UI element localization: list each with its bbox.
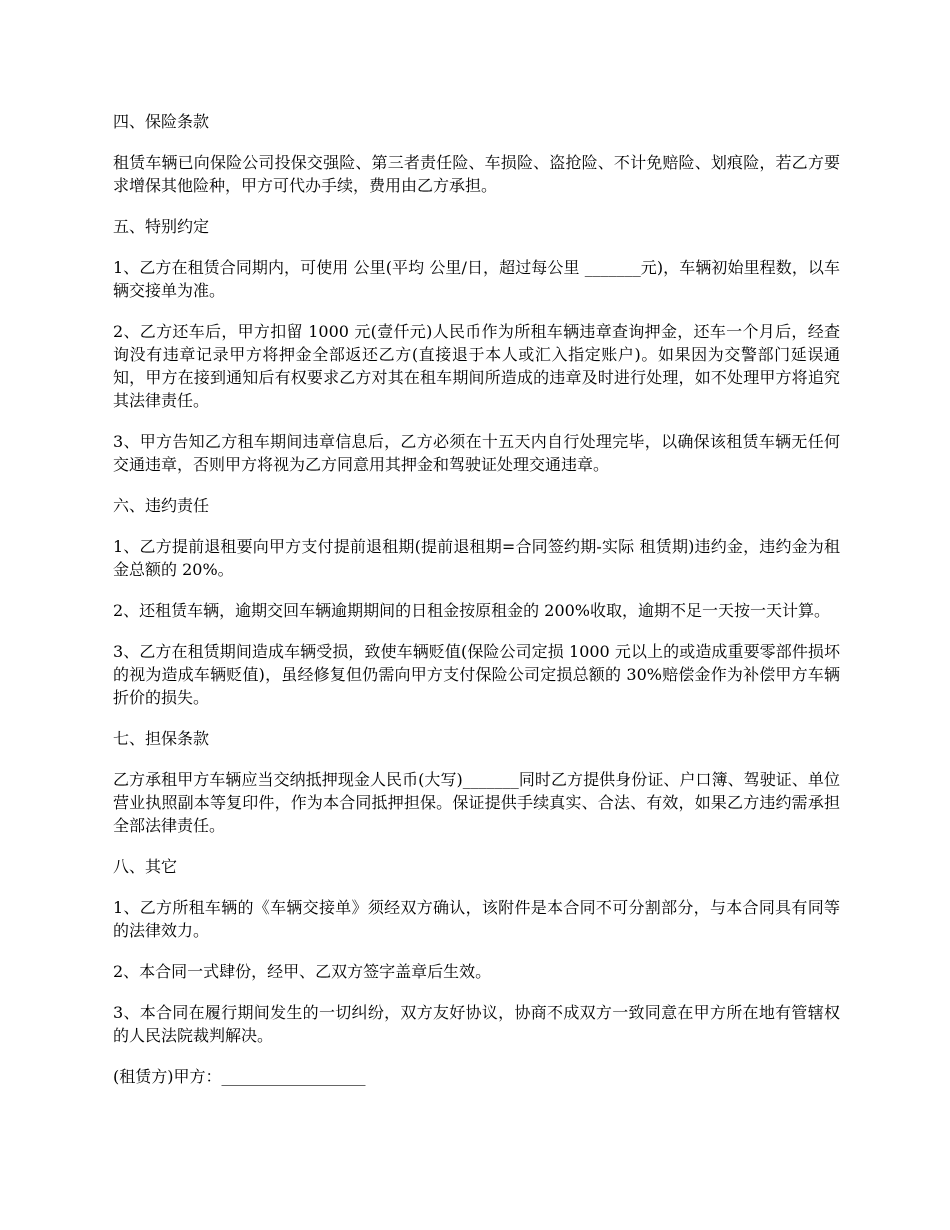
paragraph: 2、本合同一式肆份，经甲、乙双方签字盖章后生效。 <box>113 962 492 981</box>
paragraph: 3、本合同在履行期间发生的一切纠纷，双方友好协议，协商不成双方一致同意在甲方所在地有管辖权的人民法院裁判解决。 <box>113 1003 840 1045</box>
paragraph: 租赁车辆已向保险公司投保交强险、第三者责任险、车损险、盗抢险、不计免赔险、划痕险，若乙方要求增保其他险种，甲方可代办手续，费用由乙方承担。 <box>113 153 840 195</box>
section-other <box>113 855 840 1047</box>
section-heading: 六、违约责任 <box>113 496 210 515</box>
section-heading: 七、担保条款 <box>113 729 210 748</box>
section-special-terms <box>113 215 840 476</box>
document-page <box>113 110 840 1106</box>
paragraph: 3、乙方在租赁期间造成车辆受损，致使车辆贬值(保险公司定损 1000 元以上的或造成重要零部件损坏的视为造成车辆贬值)，虽经修复但仍需向甲方支付保险公司定损总额的 30%赔偿金作为补偿甲方车辆折价的损失。 <box>113 642 840 707</box>
section-heading: 四、保险条款 <box>113 112 210 131</box>
paragraph: 1、乙方所租车辆的《车辆交接单》须经双方确认，该附件是本合同不可分割部分，与本合同具有同等的法律效力。 <box>113 898 840 940</box>
paragraph: 乙方承租甲方车辆应当交纳抵押现金人民币(大写)_______同时乙方提供身份证、户口簿、驾驶证、单位营业执照副本等复印件，作为本合同抵押担保。保证提供手续真实、合法、有效，如果乙方违约需承担全部法律责任。 <box>113 770 840 835</box>
section-guarantee <box>113 727 840 837</box>
paragraph: 2、乙方还车后，甲方扣留 1000 元(壹仟元)人民币作为所租车辆违章查询押金，还车一个月后，经查询没有违章记录甲方将押金全部返还乙方(直接退于本人或汇入指定账户)。如果因为交警部门延误通知，甲方在接到通知后有权要求乙方对其在租车期间所造成的违章及时进行处理，如不处理甲方将追究其法律责任。 <box>113 322 840 410</box>
section-heading: 八、其它 <box>113 857 178 876</box>
section-heading: 五、特别约定 <box>113 217 210 236</box>
paragraph: 1、乙方提前退租要向甲方支付提前退租期(提前退租期=合同签约期-实际 租赁期)违约金，违约金为租金总额的 20%。 <box>113 537 840 579</box>
paragraph: 1、乙方在租赁合同期内，可使用 公里(平均 公里/日，超过每公里 _______元)，车辆初始里程数，以车辆交接单为准。 <box>113 258 840 300</box>
signature-line: (租赁方)甲方：__________________ <box>113 1067 366 1086</box>
paragraph: 2、还租赁车辆，逾期交回车辆逾期期间的日租金按原租金的 200%收取，逾期不足一天按一天计算。 <box>113 601 831 620</box>
section-liability <box>113 494 840 709</box>
paragraph: 3、甲方告知乙方租车期间违章信息后，乙方必须在十五天内自行处理完毕，以确保该租赁车辆无任何交通违章，否则甲方将视为乙方同意用其押金和驾驶证处理交通违章。 <box>113 432 840 474</box>
section-insurance <box>113 110 840 197</box>
